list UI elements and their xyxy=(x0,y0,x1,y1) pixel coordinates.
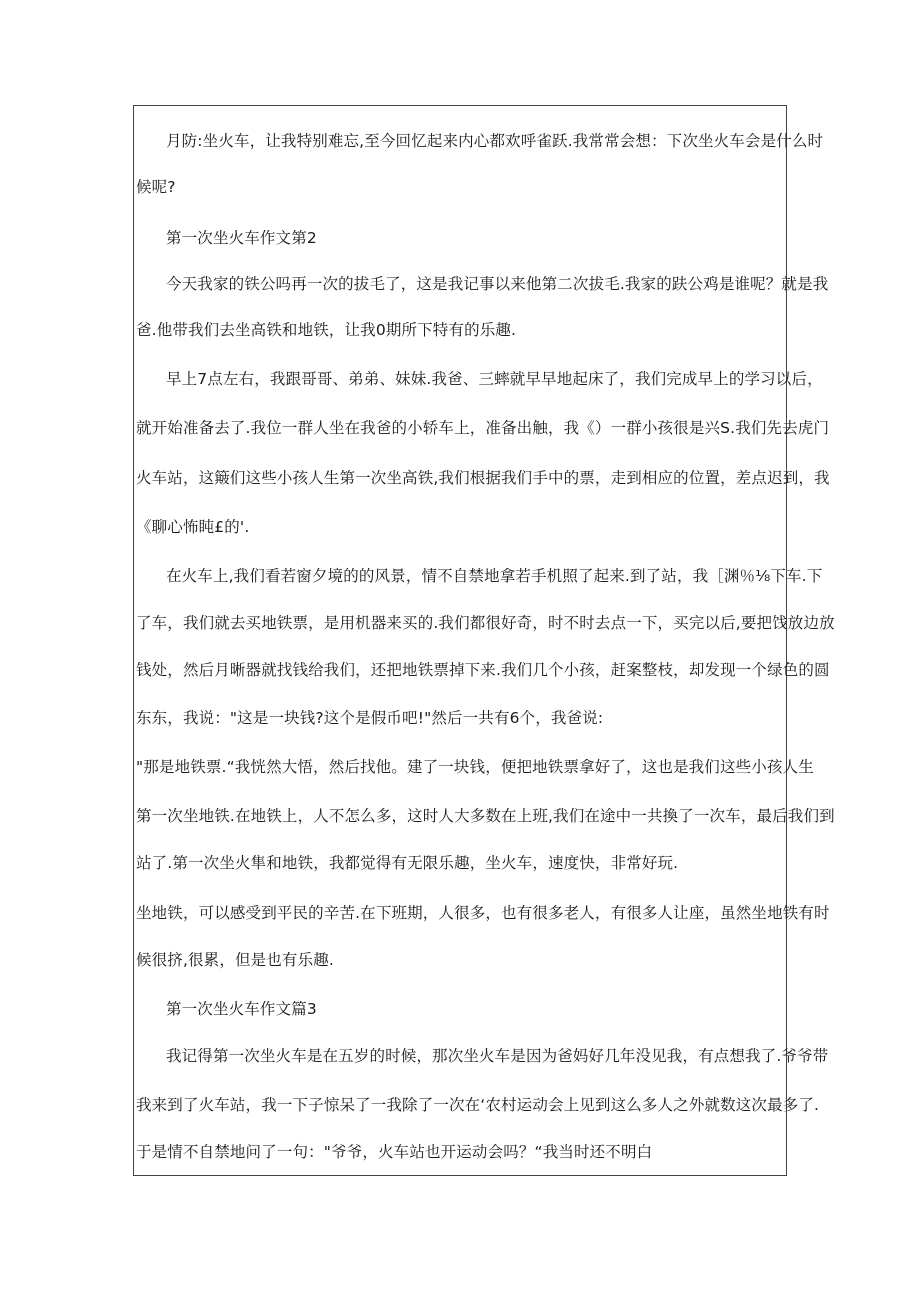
text-line: 月防:坐火车，让我特别难忘,至今回忆起来内心都欢呼雀跃.我常常会想：下次坐火车会是什么时 xyxy=(166,132,824,150)
text-line: 站了.第一次坐火隼和地铁，我都觉得有无限乐趣，坐火车，速度快，非常好玩. xyxy=(136,854,679,872)
text-line: 我来到了火车站，我一下子惊呆了一我除了一次在‘农村运动会上见到这么多人之外就数这次最多了. xyxy=(136,1096,820,1114)
text-line: 候呢? xyxy=(136,178,176,196)
text-line: 坐地铁，可以感受到平民的辛苦.在下班期，人很多，也有很多老人，有很多人让座，虽然坐地铁有时 xyxy=(136,904,830,922)
text-line: "那是地铁票.“我恍然大悟，然后找他。建了一块钱，便把地铁票拿好了，这也是我们这些小孩人生 xyxy=(136,758,814,776)
text-line: 《聊心怖盹£的'. xyxy=(136,518,250,536)
section-heading: 第一次坐火车作文第2 xyxy=(166,229,317,247)
text-line: 了车，我们就去买地铁票，是用机器来买的.我们都很好奇，时不时去点一下，买完以后,要把饯放边放 xyxy=(136,614,835,632)
text-line: 爸.他带我们去坐高铁和地铁，让我0期所下特有的乐趣. xyxy=(136,321,517,339)
text-line: 候很挤,很累，但是也有乐趣. xyxy=(136,951,334,969)
text-line: 我记得第一次坐火车是在五岁的时候，那次坐火车是因为爸妈好几年没见我，有点想我了.爷爷带 xyxy=(166,1047,829,1065)
text-line: 第一次坐地铁.在地铁上，人不怎么多，这时人大多数在上班,我们在途中一共換了一次车，最后我们到 xyxy=(136,807,835,825)
text-line: 就开始准备去了.我位一群人坐在我爸的小轿车上，准备出触，我《）一群小孩很是兴S.我们先去虎门 xyxy=(136,419,830,437)
text-line: 在火车上,我们看若窗夕境的的风景，情不自禁地拿若手机照了起来.到了站，我［渊％⅛下车.下 xyxy=(166,567,823,585)
text-line: 钱处，然后月晰器就找钱给我们，还把地铁票掉下来.我们几个小孩，赶案整枝，却发现一个绿色的圆 xyxy=(136,661,830,679)
text-line: 于是情不自禁地问了一句："爷爷，火车站也开运动会吗？“我当时还不明白 xyxy=(136,1143,653,1161)
text-line: 早上7点左右，我跟哥哥、弟弟、妹妹.我爸、三蟀就早早地起床了，我们完成早上的学习以后， xyxy=(166,370,823,388)
section-heading: 第一次坐火车作文篇3 xyxy=(166,1000,317,1018)
text-line: 火车站，这簸们这些小孩人生第一次坐高铁,我们根据我们手中的票，走到相应的位置，差点迟到，我 xyxy=(136,469,830,487)
text-line: 东东，我说："这是一块钱?这个是假币吧!"然后一共有6个，我爸说: xyxy=(136,709,604,727)
text-line: 今天我家的铁公吗再一次的拔毛了，这是我记事以来他第二次拔毛.我家的趺公鸡是谁呢？就是我 xyxy=(166,275,829,293)
